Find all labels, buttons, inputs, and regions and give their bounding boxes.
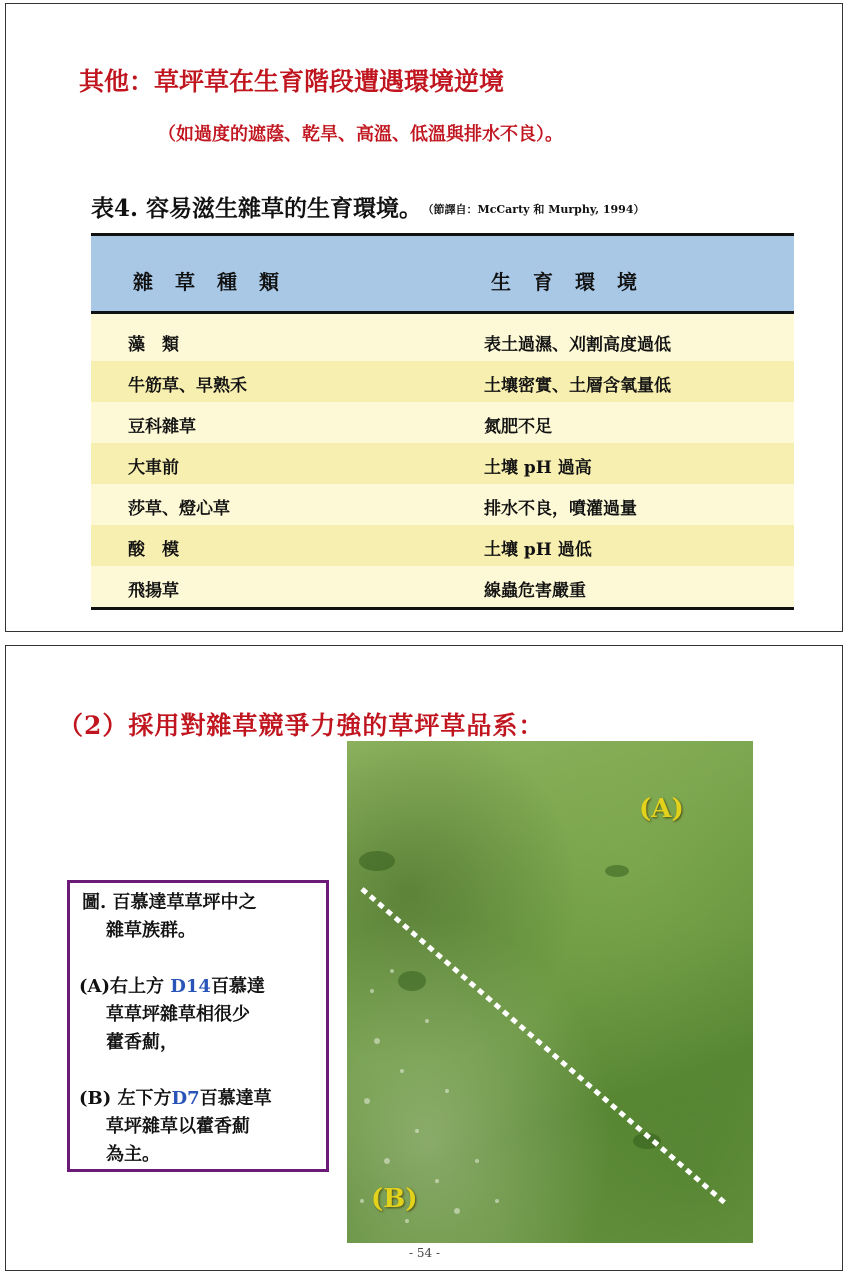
header-weed-type: 雜草種類 [133, 270, 301, 294]
environment-cell: 土壤 pH 過高 [484, 458, 592, 478]
environment-cell: 線蟲危害嚴重 [484, 581, 586, 601]
photo-label-a: (A) [639, 794, 684, 824]
caption-text: (A)右上方 [79, 976, 171, 997]
lawn-photo [347, 741, 753, 1243]
table-row [91, 566, 794, 607]
variety-code: D14 [170, 976, 211, 997]
slide-title: （2）採用對雜草競爭力強的草坪草品系： [58, 711, 545, 740]
environment-cell: 排水不良，噴灌過量 [484, 499, 637, 519]
caption-line: 雜草族群。 [106, 920, 196, 941]
lawn-texture [347, 741, 753, 1243]
weed-type-cell: 飛揚草 [128, 581, 179, 601]
caption-line: 圖. 百慕達草草坪中之 [82, 892, 257, 913]
weed-type-cell: 大車前 [128, 458, 179, 478]
table-caption [91, 190, 645, 223]
weed-type-cell: 牛筋草、早熟禾 [128, 376, 247, 396]
caption-text: 百慕達草 [199, 1088, 272, 1109]
slide-2 [5, 645, 843, 1271]
table-caption-text: 表4. 容易滋生雜草的生育環境。 [91, 195, 423, 222]
table-source: （節譯自：McCarty 和 Murphy, 1994） [428, 203, 645, 216]
table-row [91, 525, 794, 566]
table-row [91, 361, 794, 402]
weed-environment-table [91, 233, 794, 610]
weed-type-cell: 莎草、燈心草 [128, 499, 230, 519]
caption-line: 為主。 [106, 1144, 160, 1165]
caption-text: 百慕達 [210, 976, 265, 997]
figure-caption-box [67, 880, 329, 1172]
caption-text: (B) 左下方 [79, 1088, 172, 1109]
variety-code: D7 [171, 1088, 200, 1109]
environment-cell: 表土過濕、刈割高度過低 [484, 335, 671, 355]
table-row [91, 402, 794, 443]
caption-line: 藿香薊， [106, 1032, 178, 1053]
weed-type-cell: 酸 模 [128, 540, 179, 560]
environment-cell: 氮肥不足 [484, 417, 552, 437]
photo-label-b: (B) [371, 1184, 418, 1214]
caption-line: 草坪雜草以藿香薊 [106, 1116, 250, 1137]
environment-cell: 土壤密實、土層含氧量低 [484, 376, 671, 396]
environment-cell: 土壤 pH 過低 [484, 540, 592, 560]
caption-line: 草草坪雜草相很少 [106, 1004, 250, 1025]
table-row [91, 484, 794, 525]
table-row [91, 320, 794, 361]
caption-item-b [79, 1085, 272, 1113]
caption-item-a [79, 973, 265, 1001]
weed-type-cell: 藻 類 [128, 335, 179, 355]
slide-1 [5, 3, 843, 632]
table-header-row [91, 236, 794, 314]
table-row [91, 443, 794, 484]
slide-title: 其他：草坪草在生育階段遭遇環境逆境 [79, 67, 505, 96]
slide-subtitle: （如過度的遮蔭、乾旱、高溫、低溫與排水不良）。 [158, 124, 563, 145]
weed-type-cell: 豆科雜草 [128, 417, 196, 437]
header-environment: 生育環境 [491, 270, 659, 294]
divider-dashed-line [362, 889, 725, 1203]
page-number: - 54 - [409, 1246, 441, 1260]
